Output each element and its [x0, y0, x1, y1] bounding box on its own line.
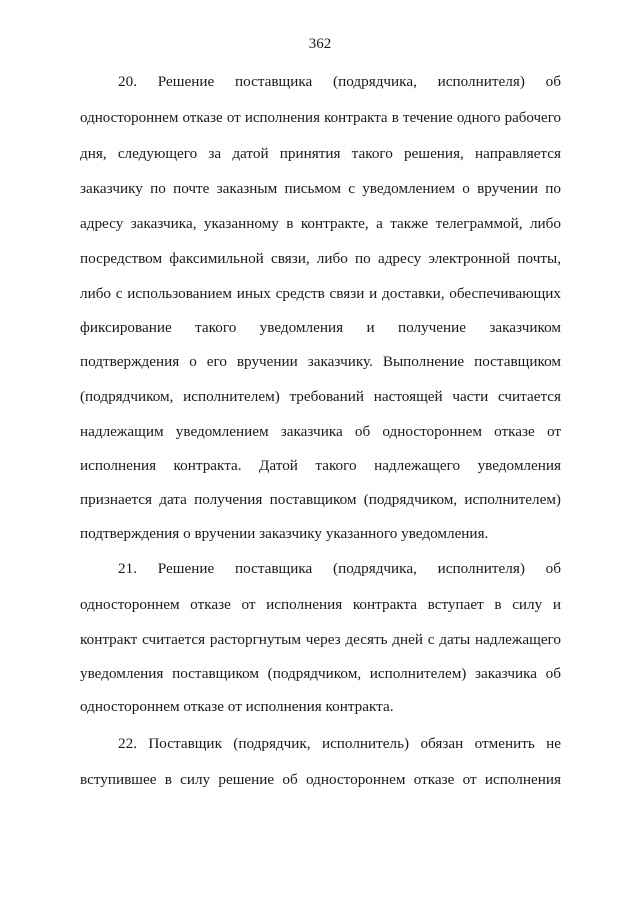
paragraph-20-line: адресу заказчика, указанному в контракте, а также телеграммой, либо [80, 215, 561, 232]
paragraph-20-line: посредством факсимильной связи, либо по адресу электронной почты, [80, 250, 561, 267]
paragraph-20-line: надлежащим уведомлением заказчика об одностороннем отказе от [80, 423, 561, 440]
paragraph-20-line: (подрядчиком, исполнителем) требований настоящей части считается [80, 388, 561, 405]
paragraph-21-line: одностороннем отказе от исполнения контракта вступает в силу и [80, 596, 561, 613]
paragraph-20-line: одностороннем отказе от исполнения контракта в течение одного рабочего [80, 110, 561, 126]
paragraph-20-line: фиксирование такого уведомления и получение заказчиком [80, 319, 561, 336]
paragraph-20-line: 20. Решение поставщика (подрядчика, исполнителя) об [118, 73, 561, 90]
paragraph-22-line: 22. Поставщик (подрядчик, исполнитель) обязан отменить не [118, 735, 561, 752]
paragraph-20-line: признается дата получения поставщиком (подрядчиком, исполнителем) [80, 491, 561, 508]
paragraph-20-line: подтверждения о его вручении заказчику. Выполнение поставщиком [80, 353, 561, 370]
page-number: 362 [308, 36, 332, 52]
paragraph-20-line: либо с использованием иных средств связи и доставки, обеспечивающих [80, 285, 561, 302]
paragraph-20-line: заказчику по почте заказным письмом с уведомлением о вручении по [80, 180, 561, 197]
paragraph-21-line: одностороннем отказе от исполнения контракта. [80, 698, 394, 715]
paragraph-22-line: вступившее в силу решение об одностороннем отказе от исполнения [80, 771, 561, 788]
paragraph-21-line: уведомления поставщиком (подрядчиком, исполнителем) заказчика об [80, 665, 561, 682]
paragraph-20-line: исполнения контракта. Датой такого надлежащего уведомления [80, 457, 561, 474]
paragraph-20-line: подтверждения о вручении заказчику указанного уведомления. [80, 525, 489, 542]
paragraph-20-line: дня, следующего за датой принятия такого решения, направляется [80, 145, 561, 162]
paragraph-21-line: контракт считается расторгнутым через десять дней с даты надлежащего [80, 631, 561, 648]
paragraph-21-line: 21. Решение поставщика (подрядчика, исполнителя) об [118, 560, 561, 577]
